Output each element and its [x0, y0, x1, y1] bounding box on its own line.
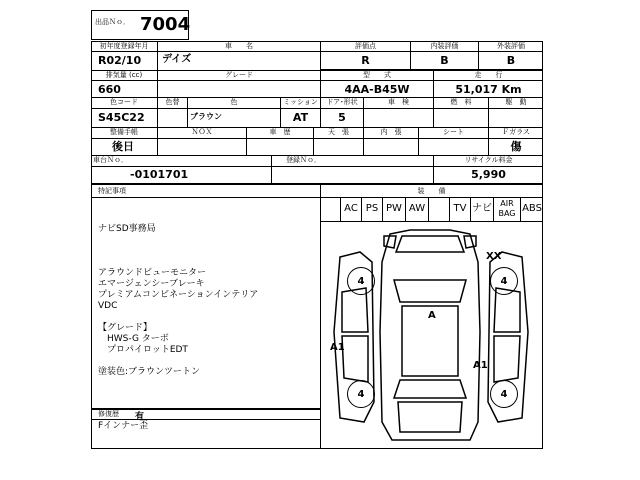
repair-detail: Fインナー歪	[98, 421, 149, 431]
recycle-value: 5,990	[471, 168, 506, 181]
mark-a1-left: A1	[330, 342, 345, 353]
equipment-item: ナビ	[471, 197, 494, 221]
doors-value: 5	[338, 111, 346, 124]
mark-xx: XX	[486, 251, 502, 262]
note-line: エマージェンシーブレーキ	[98, 279, 205, 289]
model-label: 型 式	[363, 71, 391, 79]
equipment-item: AIR BAG	[494, 197, 521, 221]
displacement-label: 排気量 (cc)	[105, 71, 143, 79]
recycle-label: リサイクル料金	[464, 156, 513, 164]
notes-line1: ナビSD事務局	[98, 224, 156, 234]
mileage-value: 51,017 Km	[455, 83, 522, 96]
mark-a1-right: A1	[473, 360, 488, 371]
equipment-item: AC	[341, 197, 362, 221]
tire-front-left: 4	[347, 267, 375, 295]
notes-list	[98, 268, 318, 378]
color-code-value: S45C22	[98, 111, 145, 124]
drive-label: 駆 動	[505, 98, 527, 106]
notes-label: 特記事項	[98, 187, 126, 195]
color-code-label: 色コード	[110, 98, 138, 106]
doors-label: ドア･形状	[326, 98, 358, 106]
equipment-item: TV	[450, 197, 471, 221]
seat-label: シート	[443, 128, 464, 136]
note-line	[98, 356, 318, 367]
displacement-value: 660	[98, 83, 121, 96]
color-type-label: 色替	[165, 98, 180, 106]
repair-value: 有	[135, 412, 145, 422]
year-value: R02/10	[98, 54, 142, 67]
exterior-label: 外装評価	[497, 42, 525, 50]
lot-number: 7004	[140, 14, 191, 35]
note-line: VDC	[98, 301, 118, 311]
equipment-item: PS	[362, 197, 383, 221]
interior-label: 内装評価	[430, 42, 459, 50]
note-line	[98, 312, 318, 323]
equipment-item: AW	[406, 197, 429, 221]
mileage-label: 走 行	[474, 71, 503, 79]
tire-front-right: 4	[490, 267, 518, 295]
note-line: プレミアムコンビネーションインテリア	[98, 290, 259, 300]
equipment-item: ABS	[522, 203, 542, 214]
note-line: 塗装色:ブラウンツートン	[98, 367, 201, 377]
mission-label: ミッション	[283, 98, 318, 106]
mission-value: AT	[292, 111, 309, 124]
fglass-label: Ｆガラス	[502, 128, 530, 136]
note-line: 【グレード】	[98, 323, 153, 333]
fglass-value: 傷	[510, 140, 522, 153]
name-value: デイズ	[162, 54, 192, 65]
grade-label: グレード	[225, 71, 253, 79]
tire-rear-left: 4	[347, 380, 375, 408]
name-label: 車 名	[225, 42, 253, 50]
equipment-item	[429, 197, 450, 221]
chassis-label: 車台Ｎｏ．	[93, 156, 128, 164]
maintenance-value: 後日	[112, 140, 134, 153]
equipment-label: 装 備	[417, 187, 446, 195]
fuel-label: 燃 料	[450, 98, 472, 106]
exterior-value: B	[506, 54, 516, 67]
history-label: 車 歴	[269, 128, 291, 136]
model-value: 4AA-B45W	[344, 83, 410, 96]
repair-label: 修復歴	[98, 410, 119, 418]
equipment-row	[320, 197, 543, 222]
inspection-label: 車 検	[388, 98, 409, 106]
reg-label: 登録Ｎｏ．	[286, 156, 321, 164]
tire-rear-right: 4	[490, 380, 518, 408]
nox-label: ＮＯＸ	[191, 128, 213, 136]
note-line: HWS-G ターボ	[98, 334, 169, 344]
chassis-value: -0101701	[130, 168, 189, 181]
color-label: 色	[230, 98, 238, 106]
year-label: 初年度登録年月	[99, 42, 149, 50]
maintenance-label: 整備手帳	[110, 128, 138, 136]
score-label: 評価点	[355, 42, 376, 50]
equipment-item: PW	[383, 197, 406, 221]
note-line: アラウンドビューモニター	[98, 268, 207, 278]
note-line: プロパイロットEDT	[98, 345, 188, 355]
equipment-item	[320, 197, 341, 221]
color-value: ブラウン	[190, 112, 222, 121]
mark-a-center: A	[428, 310, 436, 321]
lot-label: 出品Ｎｏ．	[95, 18, 130, 26]
upholstery-label: 内 張	[380, 128, 402, 136]
score-value: R	[361, 54, 370, 67]
car-damage-diagram	[320, 222, 543, 449]
interior-value: B	[440, 54, 449, 67]
sunroof-label: 天 張	[328, 128, 349, 136]
